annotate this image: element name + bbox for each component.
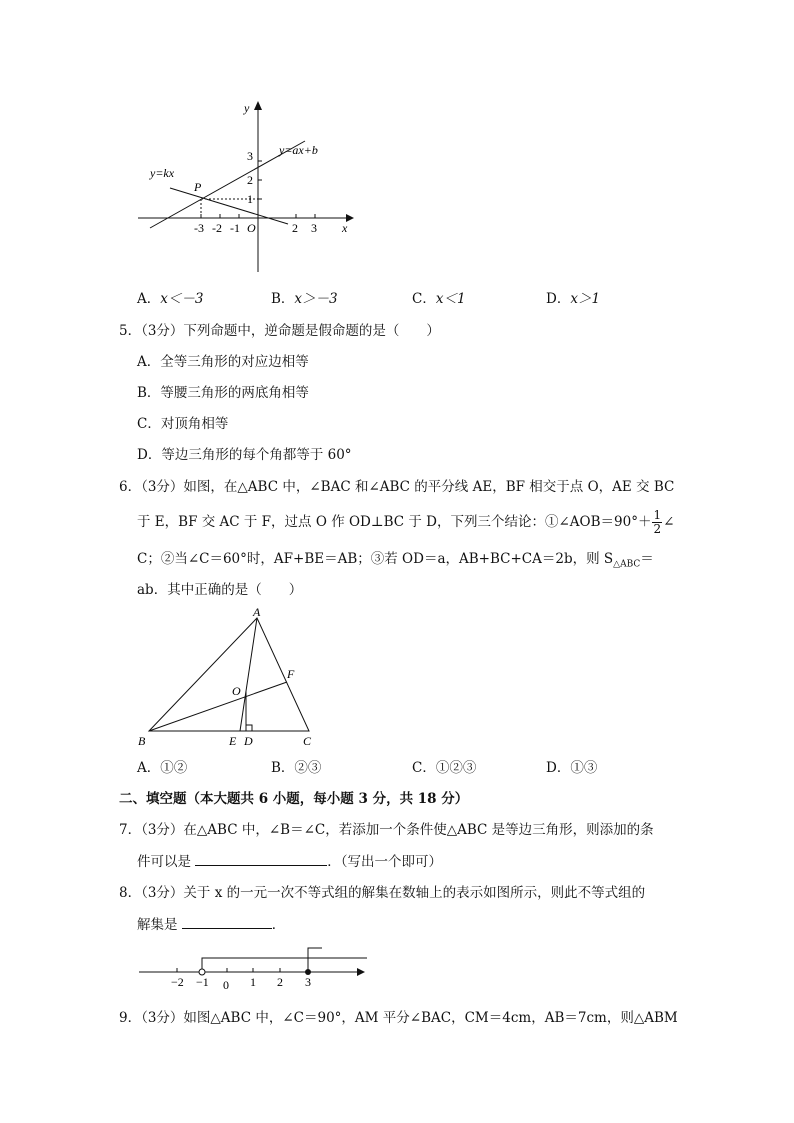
q9-stem-line1: 9．（3分）如图△ABC 中，∠C＝90°，AM 平分∠BAC，CM＝4cm，AB＝7cm，则△ABM <box>119 1010 678 1026</box>
q5-stem: 5．（3分）下列命题中，逆命题是假命题的是（ ） <box>119 323 440 339</box>
vertex-b-label: B <box>138 734 146 748</box>
origin-label: O <box>247 221 256 235</box>
q4-option-c: C．x＜1 <box>412 291 466 307</box>
x-tick-label: -2 <box>212 221 222 235</box>
x-tick-label: 2 <box>292 221 298 235</box>
triangle-figure <box>132 603 332 753</box>
q6-option-b: B．②③ <box>271 760 322 776</box>
q6-option-a: A．①② <box>137 760 188 776</box>
q4-option-b: B．x＞－3 <box>271 291 338 307</box>
q5-option-c: C．对顶角相等 <box>137 416 229 432</box>
q6-stem-line3: C；②当∠C＝60°时，AF+BE＝AB；③若 OD＝a，AB+BC+CA＝2b，则 $S_{\triangle ABC}=$ <box>137 551 654 570</box>
q4-option-d: D．x＞1 <box>546 291 601 307</box>
tick-label: 0 <box>223 978 229 992</box>
q6-option-c: C．①②③ <box>412 760 477 776</box>
q6-stem-line4: ab．其中正确的是（ ） <box>137 582 303 598</box>
number-line <box>135 940 375 992</box>
x-tick-label: -1 <box>230 221 240 235</box>
y-axis-label: y <box>244 101 250 115</box>
q5-option-a: A．全等三角形的对应边相等 <box>137 354 309 370</box>
tick-label: −2 <box>171 975 184 989</box>
vertex-a-label: A <box>253 605 261 619</box>
q6-stem-line2: 于 E，BF 交 AC 于 F，过点 O 作 OD⊥BC 于 D，下列三个结论：①∠AOB＝90°＋ $\frac{1}{2}$ ∠ <box>137 508 675 536</box>
range-bracket-right <box>308 948 322 970</box>
x-axis-label: x <box>342 221 348 235</box>
q7-stem-line1: 7．（3分）在△ABC 中，∠B＝∠C，若添加一个条件使△ABC 是等边三角形，则添加的条 <box>119 822 654 838</box>
tick-label: 1 <box>250 975 256 989</box>
y-axis-arrow <box>254 101 262 110</box>
q8-answer-blank[interactable] <box>182 914 272 929</box>
q6-option-d: D．①③ <box>546 760 598 776</box>
point-o-label: O <box>232 684 241 698</box>
line-y-kx <box>170 188 288 224</box>
coordinate-graph <box>130 96 360 278</box>
q8-stem-line2: 解集是 ． <box>137 914 285 935</box>
line-kx-label: y=kx <box>150 166 175 180</box>
y-tick-label: 2 <box>247 173 253 187</box>
fraction-one-half: $\frac{1}{2}$ <box>653 508 662 536</box>
point-e-label: E <box>229 734 237 748</box>
point-p-label: P <box>194 180 202 194</box>
bisector-ae <box>240 618 257 731</box>
line-ax-label: y=ax+b <box>279 143 318 157</box>
q4-option-a: A．x＜－3 <box>137 291 204 307</box>
x-tick-label: 3 <box>311 221 317 235</box>
vertex-c-label: C <box>303 734 312 748</box>
triangle-abc <box>149 618 309 731</box>
tick-label: 2 <box>277 975 283 989</box>
section-heading: 二、填空题（本大题共 6 小题，每小题 3 分，共 18 分） <box>119 791 469 807</box>
y-tick-label: 3 <box>247 149 253 163</box>
x-tick-label: -3 <box>194 221 204 235</box>
point-d-label: D <box>244 734 253 748</box>
q5-option-b: B．等腰三角形的两底角相等 <box>137 385 309 401</box>
right-angle-mark <box>246 725 252 731</box>
y-tick-label: 1 <box>247 192 253 206</box>
bisector-bf <box>149 682 287 731</box>
q7-stem-line2: 件可以是 ．（写出一个即可） <box>137 851 442 872</box>
q8-stem-line1: 8．（3分）关于 x 的一元一次不等式组的解集在数轴上的表示如图所示，则此不等式组的 <box>119 885 646 901</box>
point-f-label: F <box>287 667 295 681</box>
tick-label: −1 <box>196 975 209 989</box>
q7-answer-blank[interactable] <box>195 851 327 866</box>
number-line-arrow <box>357 968 365 976</box>
q6-stem-line1: 6．（3分）如图，在△ABC 中，∠BAC 和∠ABC 的平分线 AE，BF 相交于点 O，AE 交 BC <box>119 479 675 495</box>
tick-label: 3 <box>305 975 311 989</box>
range-bracket-left <box>202 958 367 968</box>
q5-option-d: D．等边三角形的每个角都等于 60° <box>137 447 352 463</box>
